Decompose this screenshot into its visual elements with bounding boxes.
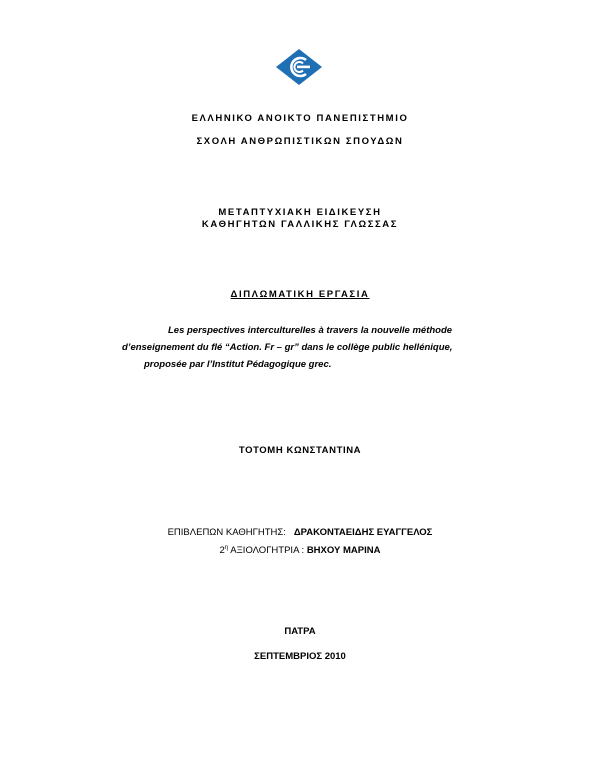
second-examiner-name: ΒΗΧΟΥ ΜΑΡΙΝΑ	[306, 545, 381, 556]
university-logo-icon	[275, 48, 323, 86]
second-examiner-superscript: η	[224, 544, 229, 551]
thesis-title-line-2: d’enseignement du flé “Action. Fr – gr” dans le collège public hellénique,	[122, 342, 453, 353]
supervisor-line	[0, 527, 600, 539]
thesis-title	[90, 322, 510, 373]
date: ΣΕΠΤΕΜΒΡΙΟΣ 2010	[254, 651, 346, 662]
university-name: ΕΛΛΗΝΙΚΟ ΑΝΟΙΚΤΟ ΠΑΝΕΠΙΣΤΗΜΙΟ	[191, 113, 409, 124]
second-examiner-label: ΑΞΙΟΛΟΓΗΤΡΙΑ :	[230, 545, 305, 556]
supervisor-label: ΕΠΙΒΛΕΠΩΝ ΚΑΘΗΓΗΤΗΣ:	[167, 527, 286, 538]
program-line-2: ΚΑΘΗΓΗΤΩΝ ΓΑΛΛΙΚΗΣ ΓΛΩΣΣΑΣ	[201, 219, 399, 230]
thesis-title-line-3: proposée par l’Institut Pédagogique grec.	[144, 359, 332, 370]
document-type: ΔΙΠΛΩΜΑΤΙΚΗ ΕΡΓΑΣΙΑ	[230, 289, 370, 300]
thesis-title-line-1: Les perspectives interculturelles à travers la nouvelle méthode	[168, 325, 453, 336]
supervisor-name: ΔΡΑΚΟΝΤΑΕΙΔΗΣ ΕΥΑΓΓΕΛΟΣ	[293, 527, 433, 538]
school-name: ΣΧΟΛΗ ΑΝΘΡΩΠΙΣΤΙΚΩΝ ΣΠΟΥΔΩΝ	[196, 136, 404, 147]
city: ΠΑΤΡΑ	[284, 626, 316, 637]
second-examiner-line	[0, 545, 600, 557]
second-examiner-number: 2	[219, 545, 225, 556]
program-line-1: ΜΕΤΑΠΤΥΧΙΑΚΗ ΕΙΔΙΚΕΥΣΗ	[218, 207, 382, 218]
author-name: ΤΟΤΟΜΗ ΚΩΝΣΤΑΝΤΙΝΑ	[238, 445, 362, 456]
